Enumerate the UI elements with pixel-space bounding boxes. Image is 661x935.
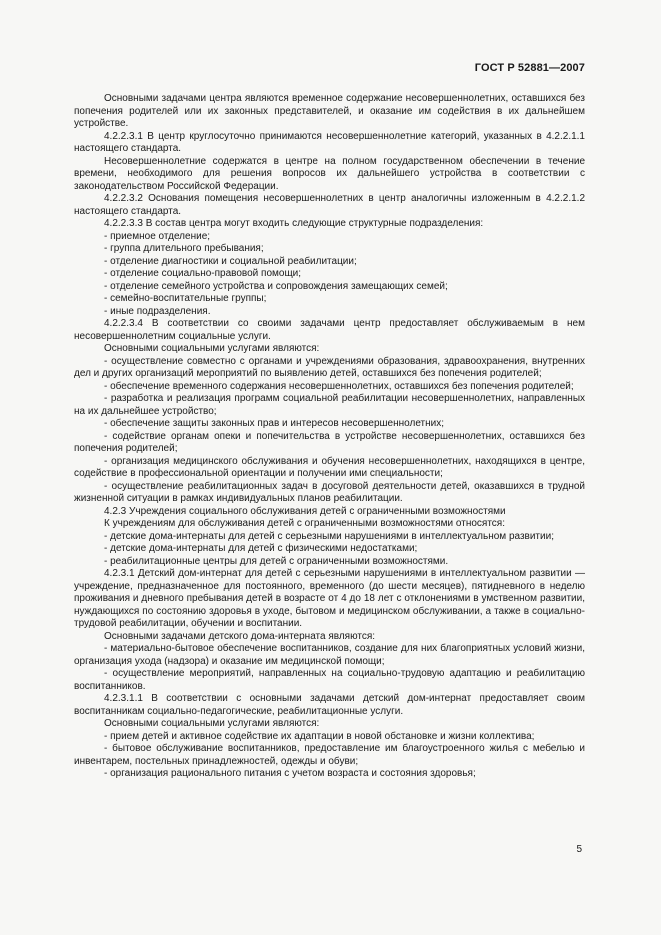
list-item: - обеспечение временного содержания несовершеннолетних, оставшихся без попечения родителей; <box>104 380 574 392</box>
paragraph: Основными задачами детского дома-интерната являются: <box>104 630 376 642</box>
list-item: - осуществление мероприятий, направленных на социально-трудовую адаптацию и реабилитацию воспитанников. <box>74 668 585 692</box>
list-item: - организация медицинского обслуживания и обучения несовершеннолетних, находящихся в центре, содействие в профессиональной ориентации и получении ими специальности; <box>74 455 585 479</box>
list-item: - содействие органам опеки и попечительства в устройстве несовершеннолетних, оставшихся без попечения родителей; <box>74 430 585 454</box>
list-item: - обеспечение защиты законных прав и интересов несовершеннолетних; <box>104 418 445 429</box>
paragraph: 4.2.2.3.2 Основания помещения несовершеннолетних в центр аналогичны изложенным в 4.2.2.1.2 настоящего стандарта. <box>74 193 585 217</box>
list-item: - семейно-воспитательные группы; <box>104 293 267 304</box>
paragraph: Основными социальными услугами являются: <box>104 343 320 354</box>
paragraph: 4.2.3.1 Детский дом-интернат для детей с серьезными нарушениями в интеллектуальном развитии — учреждение, предназначенное для постоянного, временного (до шести месяцев), пятидневного в неделю проживания и дневного пребывания детей в возрасте от 4 до 18 лет с отклонениями в умственном развитии, нуждающихся по состоянию здоровья в уходе, бытовом и медицинском обслуживании, а также в социально-трудовой реабилитации, обучении и воспитании. <box>74 568 585 629</box>
standard-number: ГОСТ Р 52881—2007 <box>474 62 585 74</box>
list-item: - отделение диагностики и социальной реабилитации; <box>104 255 357 267</box>
paragraph: Основными социальными услугами являются: <box>104 718 320 729</box>
page-number: 5 <box>576 844 582 855</box>
list-item: - иные подразделения. <box>104 305 211 317</box>
paragraph: 4.2.2.3.4 В соответствии со своими задачами центр предоставляет обслуживаемым в нем несовершеннолетним социальные услуги. <box>74 318 585 342</box>
list-item: - осуществление совместно с органами и учреждениями образования, здравоохранения, внутренних дел и других организаций мероприятий по выявлению детей, оставшихся без попечения родителей; <box>74 355 585 379</box>
list-item: - реабилитационные центры для детей с ограниченными возможностями. <box>104 555 449 567</box>
list-item: - детские дома-интернаты для детей с физическими недостатками; <box>104 543 418 554</box>
paragraph: Основными задачами центра являются временное содержание несовершеннолетних, оставшихся без попечения родителей или их законных представителей, и оказание им содействия в их дальнейшем устройстве. <box>74 93 585 129</box>
list-item: - организация рационального питания с учетом возраста и состояния здоровья; <box>104 768 476 779</box>
body-text <box>74 93 585 781</box>
list-item: - бытовое обслуживание воспитанников, предоставление им благоустроенного жилья с мебелью и инвентарем, постельных принадлежностей, одежды и обуви; <box>74 743 585 767</box>
list-item: - отделение социально-правовой помощи; <box>104 268 302 279</box>
list-item: - осуществление реабилитационных задач в досуговой деятельности детей, оказавшихся в трудной жизненной ситуации в рамках индивидуальных планов реабилитации. <box>74 480 585 504</box>
paragraph: 4.2.2.3.1 В центр круглосуточно принимаются несовершеннолетние категорий, указанных в 4.2.2.1.1 настоящего стандарта. <box>74 130 585 154</box>
list-item: - приемное отделение; <box>104 230 211 242</box>
paragraph: К учреждениям для обслуживания детей с ограниченными возможностями относятся: <box>104 518 505 529</box>
list-item: - группа длительного пребывания; <box>104 243 264 254</box>
paragraph: 4.2.3 Учреждения социального обслуживания детей с ограниченными возможностями <box>104 505 506 517</box>
list-item: - материально-бытовое обеспечение воспитанников, создание для них благоприятных условий жизни, организация ухода (надзора) и оказание им медицинской помощи; <box>74 643 585 667</box>
paragraph: 4.2.2.3.3 В состав центра могут входить следующие структурные подразделения: <box>104 218 484 229</box>
list-item: - детские дома-интернаты для детей с серьезными нарушениями в интеллектуальном развитии; <box>104 530 554 542</box>
list-item: - прием детей и активное содействие их адаптации в новой обстановке и жизни коллектива; <box>104 730 535 742</box>
list-item: - отделение семейного устройства и сопровождения замещающих семей; <box>104 280 448 292</box>
paragraph: Несовершеннолетние содержатся в центре на полном государственном обеспечении в течение времени, необходимого для решения вопросов их дальнейшего устройства в соответствии с законодательством Российской Федерации. <box>74 155 585 192</box>
paragraph: 4.2.3.1.1 В соответствии с основными задачами детский дом-интернат предоставляет своим воспитанникам социально-педагогические, реабилитационные услуги. <box>74 693 585 717</box>
list-item: - разработка и реализация программ социальной реабилитации несовершеннолетних, направленных на их дальнейшее устройство; <box>74 393 585 417</box>
